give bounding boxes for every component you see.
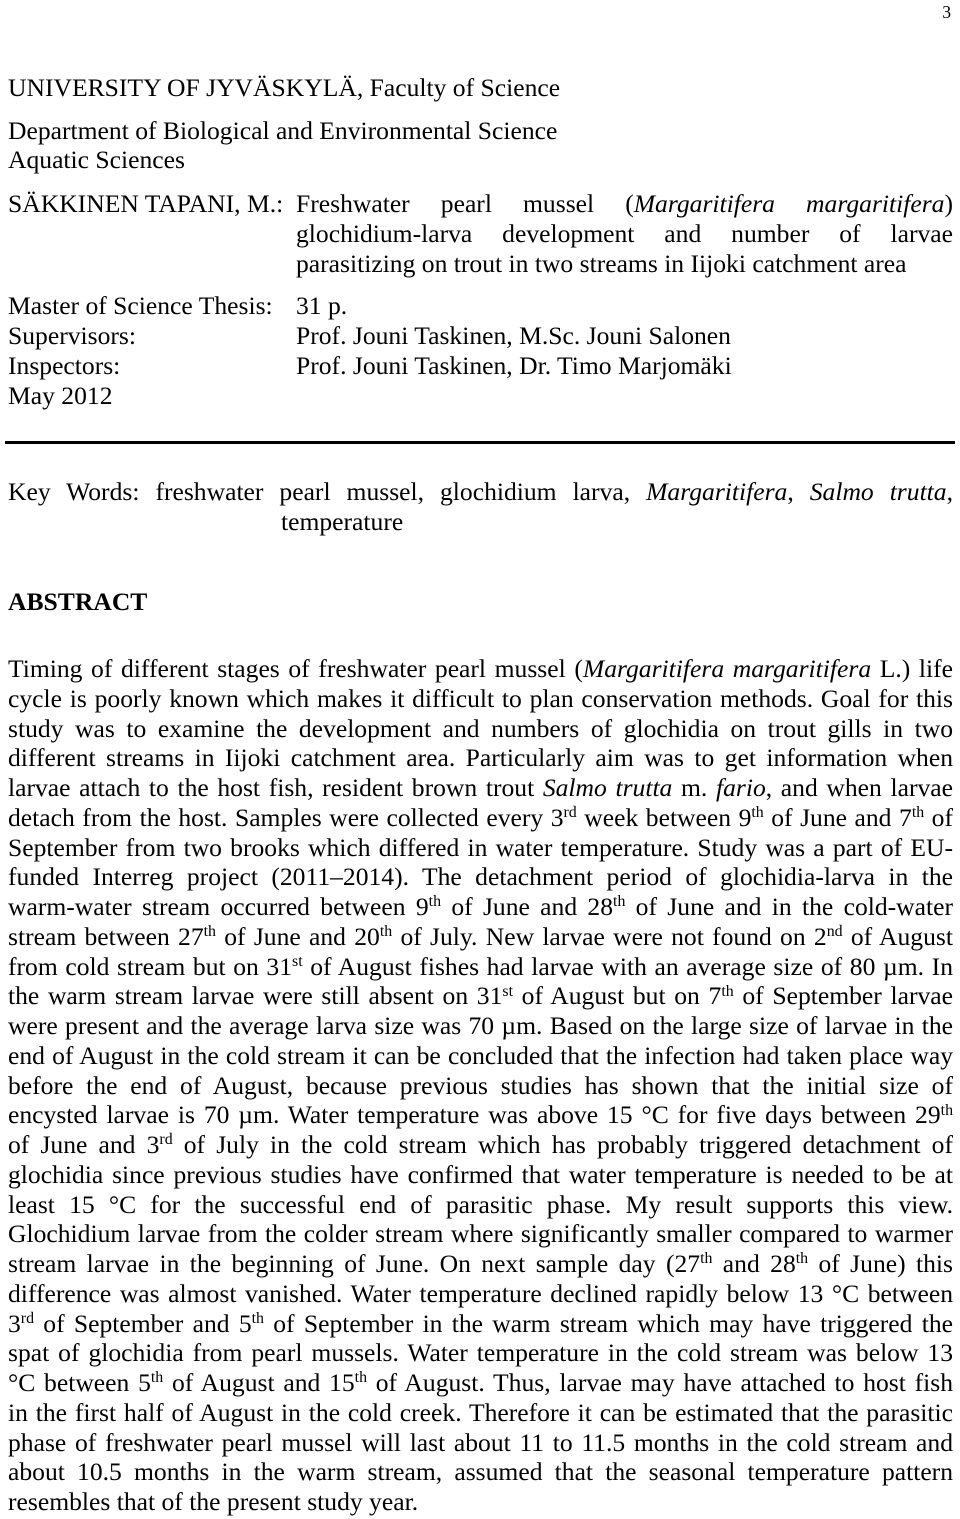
abstract-line [8, 1309, 953, 1339]
italic-text: Salmo trutta [542, 773, 673, 802]
text-run: Timing of different stages of freshwater pearl mussel ( [8, 654, 583, 683]
italic-text: Salmo trutta [809, 477, 947, 506]
supervisors-label: Supervisors: [8, 321, 136, 350]
text-run: different streams in Iijoki catchment area. Particularly aim was to get information when [8, 743, 953, 773]
abstract-line [8, 833, 953, 863]
thesis-pages: 31 p. [296, 291, 348, 320]
abstract-line [8, 1279, 953, 1309]
abstract-line [8, 1487, 953, 1517]
text-run: September from two brooks which differed in water temperature. Study was a part of EU- [8, 832, 953, 862]
superscript: th [354, 1369, 367, 1387]
superscript: th [203, 923, 216, 941]
abstract-line [8, 1071, 953, 1101]
abstract-line [8, 1457, 953, 1487]
abstract-line [8, 981, 953, 1011]
author-name: SÄKKINEN TAPANI, M.: [8, 189, 284, 218]
text-run: least 15 °C for the successful end of parasitic phase. My result supports this view. [8, 1189, 953, 1219]
title-line [296, 189, 953, 219]
superscript: th [940, 1101, 953, 1119]
text-run: °C between 5 [8, 1368, 151, 1397]
keywords-section [8, 477, 953, 537]
text-run: resembles that of the present study year. [8, 1487, 419, 1516]
abstract-line [8, 654, 953, 684]
abstract-text [8, 654, 953, 1517]
text-run: larvae attach to the host fish, resident brown trout [8, 773, 543, 802]
superscript: rd [20, 1309, 35, 1327]
text-run: about 10.5 months in the warm stream, assumed that the seasonal temperature pattern [8, 1457, 953, 1487]
abstract-line [8, 1160, 953, 1190]
text-run: ) [944, 189, 953, 218]
text-run: in the first half of August in the cold creek. Therefore it can be estimated that the parasitic [8, 1397, 953, 1427]
superscript: nd [826, 923, 843, 941]
department-name: Department of Biological and Environmental Science [8, 116, 558, 145]
abstract-line [8, 952, 953, 982]
title-line [296, 219, 953, 249]
inspectors-label: Inspectors: [8, 351, 121, 380]
text-run: and 28 [712, 1249, 796, 1278]
text-run: glochidium-larva development and number of larvae [296, 219, 953, 248]
superscript: th [700, 1250, 713, 1268]
text-run: , and when larvae [765, 773, 953, 802]
superscript: rd [159, 1131, 173, 1149]
text-run: stream between 27 [8, 921, 204, 951]
title-line [296, 249, 953, 279]
abstract-line [8, 803, 953, 833]
text-run: of September larvae [733, 981, 953, 1011]
superscript: rd [563, 804, 577, 822]
abstract-line [8, 1100, 953, 1130]
abstract-line [8, 1398, 953, 1428]
text-run: of August but on 7 [512, 981, 722, 1011]
superscript: th [379, 923, 393, 941]
abstract-line [8, 773, 953, 803]
text-run: temperature [281, 506, 404, 536]
text-run: from cold stream but on 31 [8, 951, 293, 981]
text-run: of June) this [808, 1249, 953, 1278]
text-run: Freshwater pearl mussel ( [296, 189, 634, 218]
italic-text: fario [715, 773, 766, 802]
text-run: of September and 5 [34, 1308, 252, 1338]
text-run: of June and 28 [441, 892, 614, 921]
text-run: Glochidium larvae from the colder stream where significantly smaller compared to warmer [8, 1219, 953, 1249]
thesis-title [296, 189, 953, 279]
text-run: of August [842, 921, 953, 951]
page-number: 3 [942, 2, 951, 22]
text-run: of July in the cold stream which has probably triggered detachment of [172, 1130, 953, 1159]
superscript: st [292, 952, 303, 970]
text-run: were present and the average larva size was 70 µm. Based on the large size of larvae in the [8, 1011, 953, 1040]
text-run: of June and 7 [763, 802, 912, 832]
superscript: st [502, 982, 513, 1000]
text-run: warm-water stream occurred between 9 [8, 892, 429, 921]
abstract-line [8, 684, 953, 714]
text-run: detach from the host. Samples were collected every 3 [8, 802, 564, 832]
abstract-line [8, 1428, 953, 1458]
keywords-label: Key Words: [8, 477, 140, 506]
abstract-heading: ABSTRACT [8, 587, 148, 616]
superscript: th [721, 982, 734, 1000]
text-run: , [946, 477, 953, 506]
abstract-line [8, 1130, 953, 1160]
text-run: the warm stream larvae were still absent on 31 [8, 981, 503, 1011]
supervisors-value: Prof. Jouni Taskinen, M.Sc. Jouni Salonen [296, 321, 731, 350]
keywords-line [8, 477, 953, 507]
text-run: stream larvae in the beginning of June. On next sample day (27 [8, 1249, 701, 1278]
university-name: UNIVERSITY OF JYVÄSKYLÄ, Faculty of Science [8, 73, 561, 102]
abstract-line [8, 1249, 953, 1279]
abstract-line [8, 1041, 953, 1071]
text-run: of June and 20 [215, 921, 380, 951]
superscript: th [613, 893, 626, 911]
abstract-line [8, 1190, 953, 1220]
superscript: th [150, 1369, 164, 1387]
abstract-line [8, 862, 953, 892]
thesis-date: May 2012 [8, 381, 113, 410]
text-run: of July. New larvae were not found on 2 [392, 921, 827, 951]
text-run: of [924, 802, 954, 832]
text-run: parasitizing on trout in two streams in Iijoki catchment area [296, 249, 907, 278]
text-run: freshwater pearl mussel, glochidium larva, [155, 477, 647, 506]
text-run: study was to examine the development and numbers of glochidia on trout gills in two [8, 713, 953, 743]
abstract-line [8, 1011, 953, 1041]
text-run: 3 [8, 1308, 21, 1338]
text-run: of June and in the cold-water [625, 892, 954, 921]
text-run: of June and 3 [8, 1130, 160, 1159]
text-run: week between 9 [576, 802, 752, 832]
text-run: spat of glochidia from pearl mussels. Water temperature in the cold stream was below 13 [8, 1338, 953, 1368]
text-run: glochidia since previous studies have confirmed that water temperature is needed to be at [8, 1159, 953, 1189]
italic-text: Margaritifera margaritifera [633, 189, 945, 218]
superscript: th [795, 1250, 809, 1268]
unit-name: Aquatic Sciences [8, 145, 185, 174]
italic-text: Margaritifera [646, 477, 788, 506]
header-divider [5, 441, 955, 444]
text-run: encysted larvae is 70 µm. Water temperature was above 15 °C for five days between 29 [8, 1100, 941, 1130]
inspectors-value: Prof. Jouni Taskinen, Dr. Timo Marjomäki [296, 351, 732, 380]
text-run: cycle is poorly known which makes it difficult to plan conservation methods. Goal for this [8, 683, 953, 713]
abstract-line [8, 922, 953, 952]
text-run: of August and 15 [163, 1368, 355, 1397]
superscript: th [251, 1309, 264, 1327]
abstract-line [8, 743, 953, 773]
keywords-line [8, 507, 953, 537]
text-run: before the end of August, because previous studies has shown that the initial size of [8, 1070, 953, 1100]
text-run: of August. Thus, larvae may have attached to host fish [367, 1368, 954, 1397]
text-run: L.) life [871, 654, 953, 683]
text-run: of August fishes had larvae with an average size of 80 µm. In [302, 951, 953, 981]
abstract-line [8, 892, 953, 922]
italic-text: Margaritifera margaritifera [582, 654, 872, 683]
superscript: th [751, 804, 764, 822]
abstract-line [8, 714, 953, 744]
abstract-line [8, 1219, 953, 1249]
text-run: funded Interreg project (2011–2014). The detachment period of glochidia-larva in the [8, 862, 953, 892]
text-run: of September in the warm stream which may have triggered the [263, 1308, 953, 1338]
text-run: m. [672, 773, 716, 802]
text-run: end of August in the cold stream it can be concluded that the infection had taken place way [8, 1040, 953, 1070]
text-run: , [787, 477, 810, 506]
abstract-line [8, 1368, 953, 1398]
thesis-type-label: Master of Science Thesis: [8, 291, 273, 320]
text-run: phase of freshwater pearl mussel will last about 11 to 11.5 months in the cold stream and [8, 1427, 953, 1457]
text-run: difference was almost vanished. Water temperature declined rapidly below 13 °C between [8, 1278, 953, 1308]
superscript: th [428, 893, 442, 911]
superscript: th [911, 804, 925, 822]
abstract-line [8, 1338, 953, 1368]
